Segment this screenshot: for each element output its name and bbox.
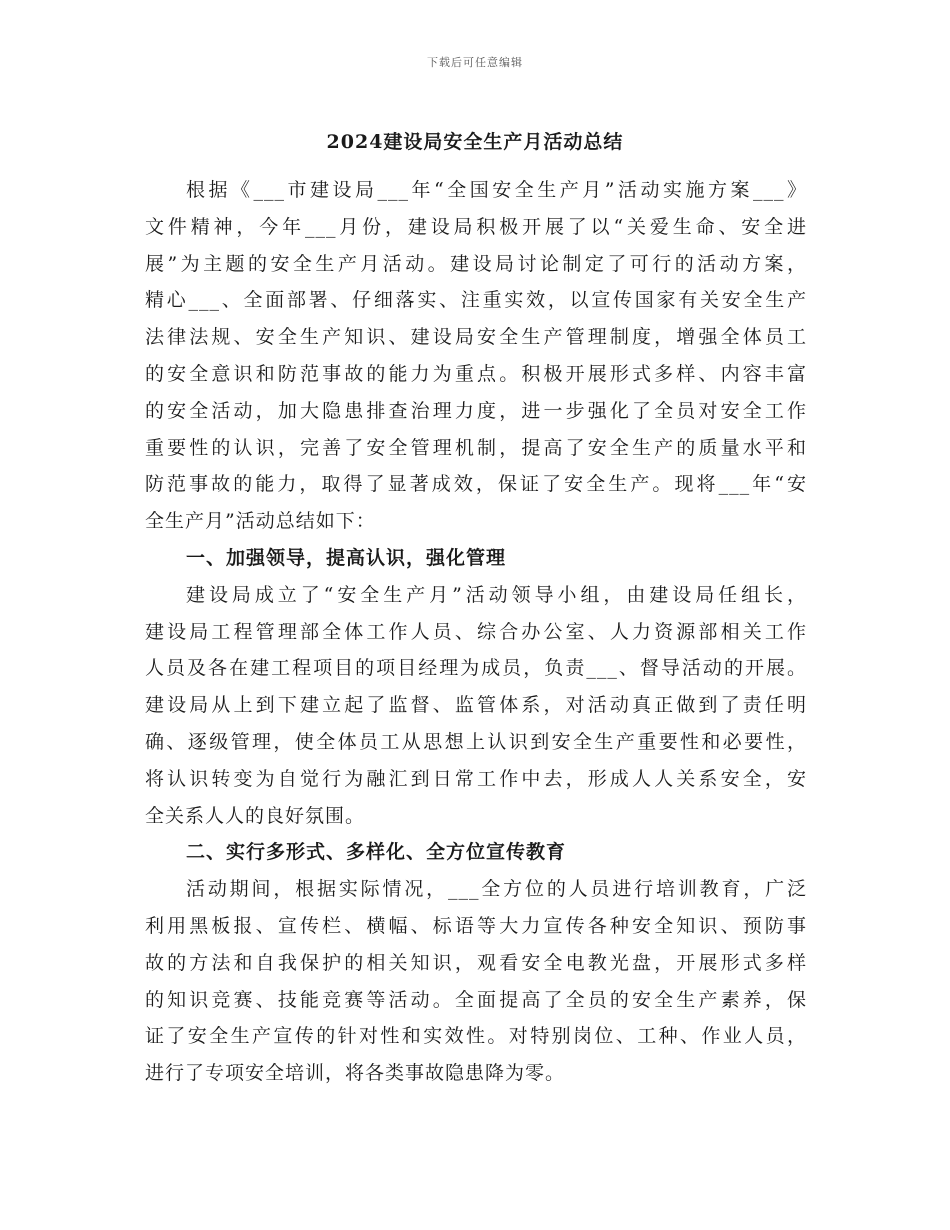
text-line: 将认识转变为自觉行为融汇到日常工作中去，形成人人关系安全，安 xyxy=(145,767,807,790)
text-line: 证了安全生产宣传的针对性和实效性。对特别岗位、工种、作业人员， xyxy=(145,1025,807,1048)
text-line: 进行了专项安全培训，将各类事故隐患降为零。 xyxy=(145,1062,566,1085)
section-heading-2: 二、实行多形式、多样化、全方位宣传教育 xyxy=(186,841,567,864)
text-line: 的知识竞赛、技能竞赛等活动。全面提高了全员的安全生产素养，保 xyxy=(145,988,807,1011)
text-line: 全关系人人的良好氛围。 xyxy=(145,804,366,827)
text-line: 根据《___市建设局___年“全国安全生产月”活动实施方案___》 xyxy=(186,179,807,201)
text-line: 确、逐级管理，使全体员工从思想上认识到安全生产重要性和必要性， xyxy=(145,730,807,753)
text-line: 精心___、全面部署、仔细落实、注重实效，以宣传国家有关安全生产 xyxy=(145,289,807,312)
text-line: 建设局成立了“安全生产月”活动领导小组，由建设局任组长， xyxy=(186,583,807,606)
text-line: 的安全活动，加大隐患排查治理力度，进一步强化了全员对安全工作 xyxy=(145,399,807,422)
text-line: 建设局从上到下建立起了监督、监管体系，对活动真正做到了责任明 xyxy=(145,694,807,717)
page-header-note: 下载后可任意编辑 xyxy=(427,56,523,69)
text-line: 展”为主题的安全生产月活动。建设局讨论制定了可行的活动方案， xyxy=(145,252,807,275)
paragraph-section-2 xyxy=(145,871,807,1092)
text-line: 重要性的认识，完善了安全管理机制，提高了安全生产的质量水平和 xyxy=(145,436,807,459)
section-heading-1: 一、加强领导，提高认识，强化管理 xyxy=(186,546,507,569)
paragraph-intro xyxy=(145,172,807,540)
document-title: 2024建设局安全生产月活动总结 xyxy=(326,131,624,153)
paragraph-section-1 xyxy=(145,577,807,835)
text-line: 文件精神，今年___月份，建设局积极开展了以“关爱生命、安全进 xyxy=(145,215,807,238)
text-line: 利用黑板报、宣传栏、横幅、标语等大力宣传各种安全知识、预防事 xyxy=(145,914,807,937)
text-line: 的安全意识和防范事故的能力为重点。积极开展形式多样、内容丰富 xyxy=(145,362,807,385)
text-line: 全生产月”活动总结如下： xyxy=(145,510,376,533)
text-line: 防范事故的能力，取得了显著成效，保证了安全生产。现将___年“安 xyxy=(145,473,807,496)
text-line: 法律法规、安全生产知识、建设局安全生产管理制度，增强全体员工 xyxy=(145,326,807,349)
text-line: 故的方法和自我保护的相关知识，观看安全电教光盘，开展形式多样 xyxy=(145,951,807,974)
document-body xyxy=(145,172,807,1092)
text-line: 人员及各在建工程项目的项目经理为成员，负责___、督导活动的开展。 xyxy=(145,657,807,680)
text-line: 建设局工程管理部全体工作人员、综合办公室、人力资源部相关工作 xyxy=(145,620,807,643)
text-line: 活动期间，根据实际情况，___全方位的人员进行培训教育，广泛 xyxy=(186,878,807,901)
